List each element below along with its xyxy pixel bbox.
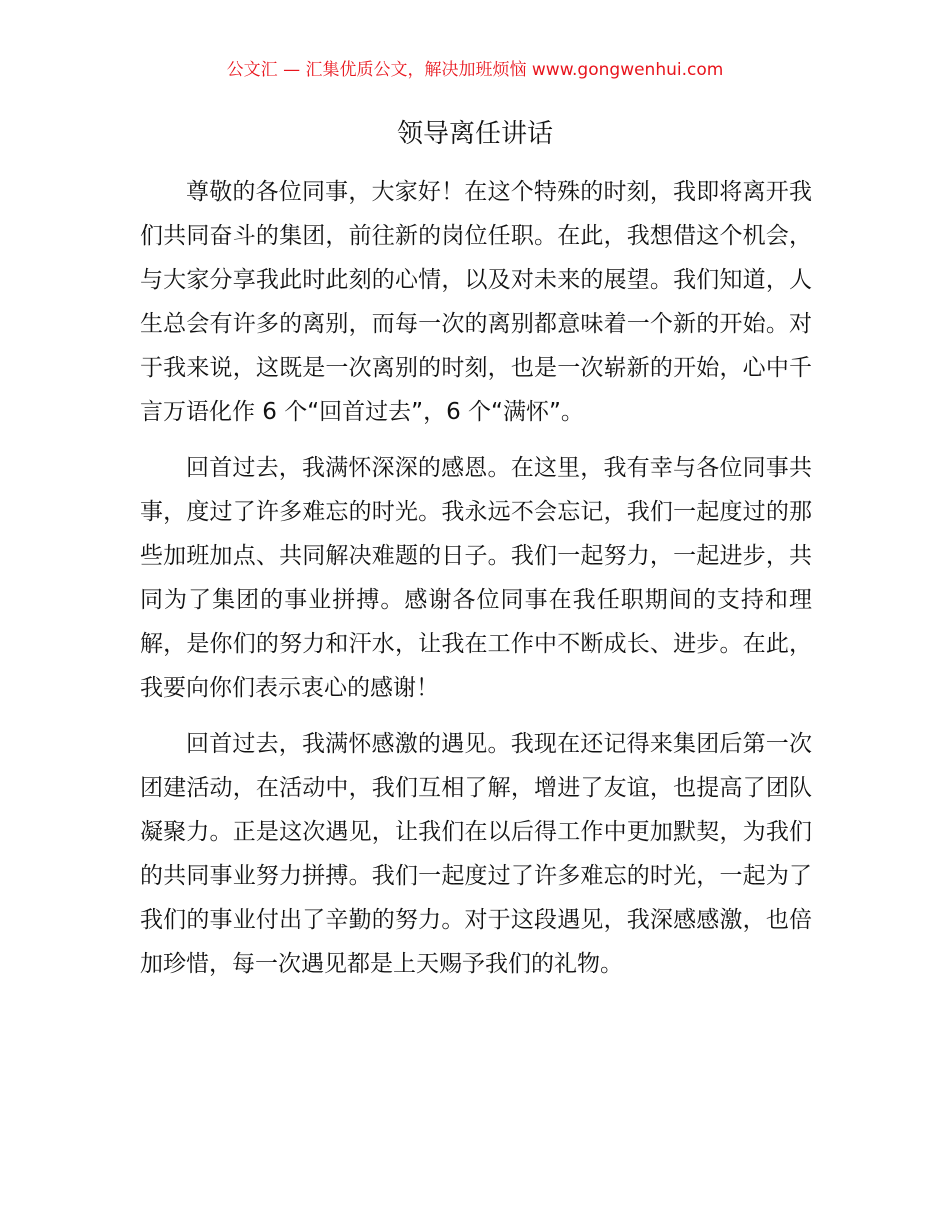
paragraph-opening: 尊敬的各位同事，大家好！在这个特殊的时刻，我即将离开我们共同奋斗的集团，前往新的岗位任职。在此，我想借这个机会，与大家分享我此时此刻的心情，以及对未来的展望。我们知道，人生总会有许多的离别，而每一次的离别都意味着一个新的开始。对于我来说，这既是一次离别的时刻，也是一次崭新的开始，心中千言万语化作 6 个“回首过去”，6 个“满怀”。 <box>140 179 812 425</box>
paragraph-encounter: 回首过去，我满怀感激的遇见。我现在还记得来集团后第一次团建活动，在活动中，我们互相了解，增进了友谊，也提高了团队凝聚力。正是这次遇见，让我们在以后得工作中更加默契，为我们的共同事业努力拼搏。我们一起度过了许多难忘的时光，一起为了我们的事业付出了辛勤的努力。对于这段遇见，我深感感激，也倍加珍惜，每一次遇见都是上天赐予我们的礼物。 <box>140 731 812 977</box>
document-title: 领导离任讲话 <box>396 119 553 149</box>
site-banner: 公文汇 — 汇集优质公文，解决加班烦恼 www.gongwenhui.com <box>226 60 724 80</box>
document-body <box>140 170 812 998</box>
paragraph-gratitude: 回首过去，我满怀深深的感恩。在这里，我有幸与各位同事共事，度过了许多难忘的时光。我永远不会忘记，我们一起度过的那些加班加点、共同解决难题的日子。我们一起努力，一起进步，共同为了集团的事业拼搏。感谢各位同事在我任职期间的支持和理解，是你们的努力和汗水，让我在工作中不断成长、进步。在此，我要向你们表示衷心的感谢！ <box>140 455 812 701</box>
